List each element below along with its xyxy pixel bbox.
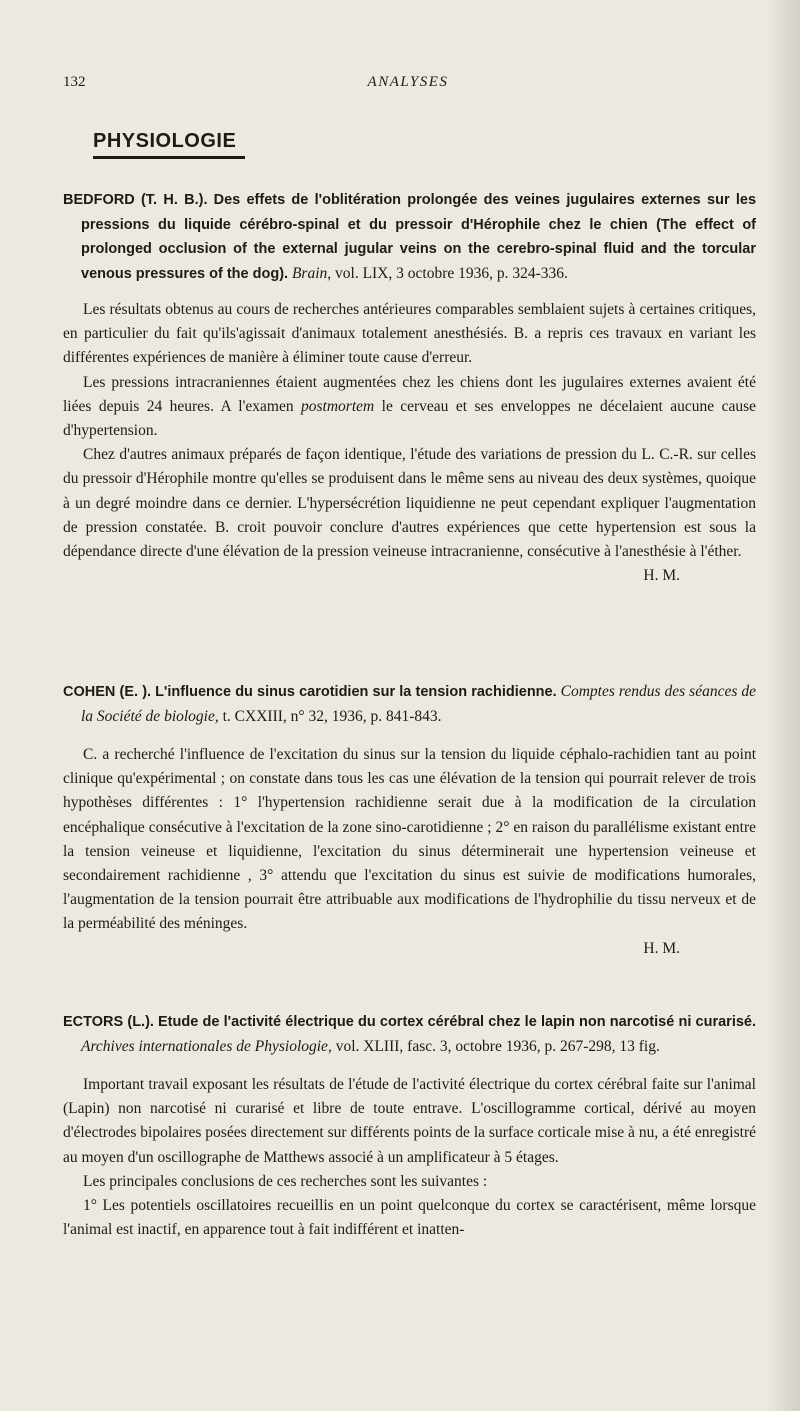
abstract-paragraph: Les résultats obtenus au cours de recherches antérieures comparables semblaient sujets à certaines critiques, en particulier du fait qu'ils'agissait d'animaux totalement anesthésiés. B. a repris ces travaux en variant les différentes expériences de manière à éliminer toute cause d'erreur. — [63, 301, 756, 367]
running-title: ANALYSES — [367, 74, 449, 90]
paragraph-text: le cerveau et ses enveloppes ne décelaient aucune cause d'hypertension. — [63, 397, 756, 440]
journal-name: Comptes rendus des séances de la Société de biologie, — [81, 683, 757, 725]
article-title-en: (The effect of prolonged occlusion of the external jugular veins on the cerebro-spinal fluid and the torcular venous pressures of the dog). — [81, 216, 757, 282]
abstract-paragraph — [63, 371, 756, 444]
abstract-body — [63, 298, 756, 585]
abstract-paragraph: C. a recherché l'influence de l'excitation du sinus sur la tension du liquide céphalo-rachidien tant au point clinique qu'expérimental ; on constate dans tous les cas une élévation de la tension qui pourrait relever de trois hypothèses différentes : 1° l'hypertension rachidienne serait due à la modification de la circulation encéphalique consécutive à l'excitation de la zone sino-carotidienne ; 2° en raison du parallélisme existant entre la tension veineuse et liquidienne, l'excitation du sinus déterminerait une hypertension veineuse et secondairement rachidienne , 3° attendu que l'excitation du sinus est suivie de modifications humorales, l'augmentation de la tension pourrait être attribuable aux modifications de l'hydrophilie du tissu nerveux et de la perméabilité des méninges. — [63, 746, 756, 933]
page-edge-shadow — [766, 0, 800, 1411]
author: COHEN (E. ). — [63, 684, 152, 700]
italic-term: postmortem — [301, 397, 375, 415]
citation-details: vol. LIX, 3 octobre 1936, p. 324-336. — [335, 264, 568, 282]
author: BEDFORD (T. H. B.). — [63, 192, 208, 208]
reviewer-signature: H. M. — [643, 567, 680, 585]
bibliographic-reference — [63, 188, 756, 286]
abstract-paragraph: Les principales conclusions de ces recherches sont les suivantes : — [83, 1172, 488, 1190]
running-header — [63, 74, 753, 96]
abstract-body — [63, 743, 756, 961]
author: ECTORS (L.). — [63, 1014, 154, 1030]
journal-name: Archives internationales de Physiologie, — [81, 1037, 332, 1055]
citation-details: t. CXXIII, n° 32, 1936, p. 841-843. — [222, 707, 442, 725]
paragraph-text: Les pressions intracraniennes étaient augmentées chez les chiens dont les jugulaires externes avaient été liées depuis 24 heures. A l'examen — [63, 373, 756, 415]
abstract-paragraph: 1° Les potentiels oscillatoires recueillis en un point quelconque du cortex se caractérisent, même lorsque l'animal est inactif, en apparence tout à fait indifférent et inatten- — [63, 1197, 756, 1239]
journal-name: Brain, — [291, 264, 332, 282]
abstract-paragraph — [63, 443, 756, 585]
abstract-entry-bedford — [63, 188, 756, 588]
article-title-fr: Etude de l'activité électrique du cortex cérébral chez le lapin non narcotisé ni curarisé. — [158, 1014, 757, 1030]
page-number: 132 — [63, 74, 86, 90]
abstract-entry-cohen — [63, 680, 756, 961]
section-title-underline — [93, 156, 245, 159]
abstract-body — [63, 1073, 756, 1242]
article-title-fr: Des effets de l'oblitération prolongée des veines jugulaires externes sur les pressions du liquide cérébro-spinal et du pressoir d'Hérophile chez le chien — [81, 192, 757, 233]
reviewer-signature: H. M. — [643, 939, 680, 957]
paragraph-text: Chez d'autres animaux préparés de façon identique, l'étude des variations de pression du L. C.-R. sur celles du pressoir d'Hérophile montre qu'elles se produisent dans le même sens au niveau des deux systèmes, quoique à un degré moindre dans ce dernier. L'hypersécrétion liquidienne ne peut cependant expliquer l'augmentation de pression constatée. B. croit pouvoir conclure d'autres expériences que cette hypertension est sous la dépendance directe d'une élévation de la pression veineuse intracranienne, consécutive à l'anesthésie à l'éther. — [63, 446, 756, 561]
section-title: PHYSIOLOGIE — [93, 130, 237, 152]
citation-details: vol. XLIII, fasc. 3, octobre 1936, p. 267-298, 13 fig. — [335, 1037, 660, 1055]
abstract-entry-ectors — [63, 1010, 756, 1242]
article-title-fr: L'influence du sinus carotidien sur la tension rachidienne. — [155, 684, 557, 700]
abstract-paragraph: Important travail exposant les résultats de l'étude de l'activité électrique du cortex cérébral faite sur l'animal (Lapin) non narcotisé ni curarisé et libre de toute entrave. L'oscillogramme cortical, dérivé au moyen d'électrodes bipolaires posées directement sur différents points de la surface corticale mise à nu, a été enregistré au moyen d'un oscillographe de Matthews associé à un amplificateur à 5 étages. — [63, 1076, 756, 1166]
bibliographic-reference — [63, 1010, 756, 1059]
bibliographic-reference — [63, 680, 756, 729]
